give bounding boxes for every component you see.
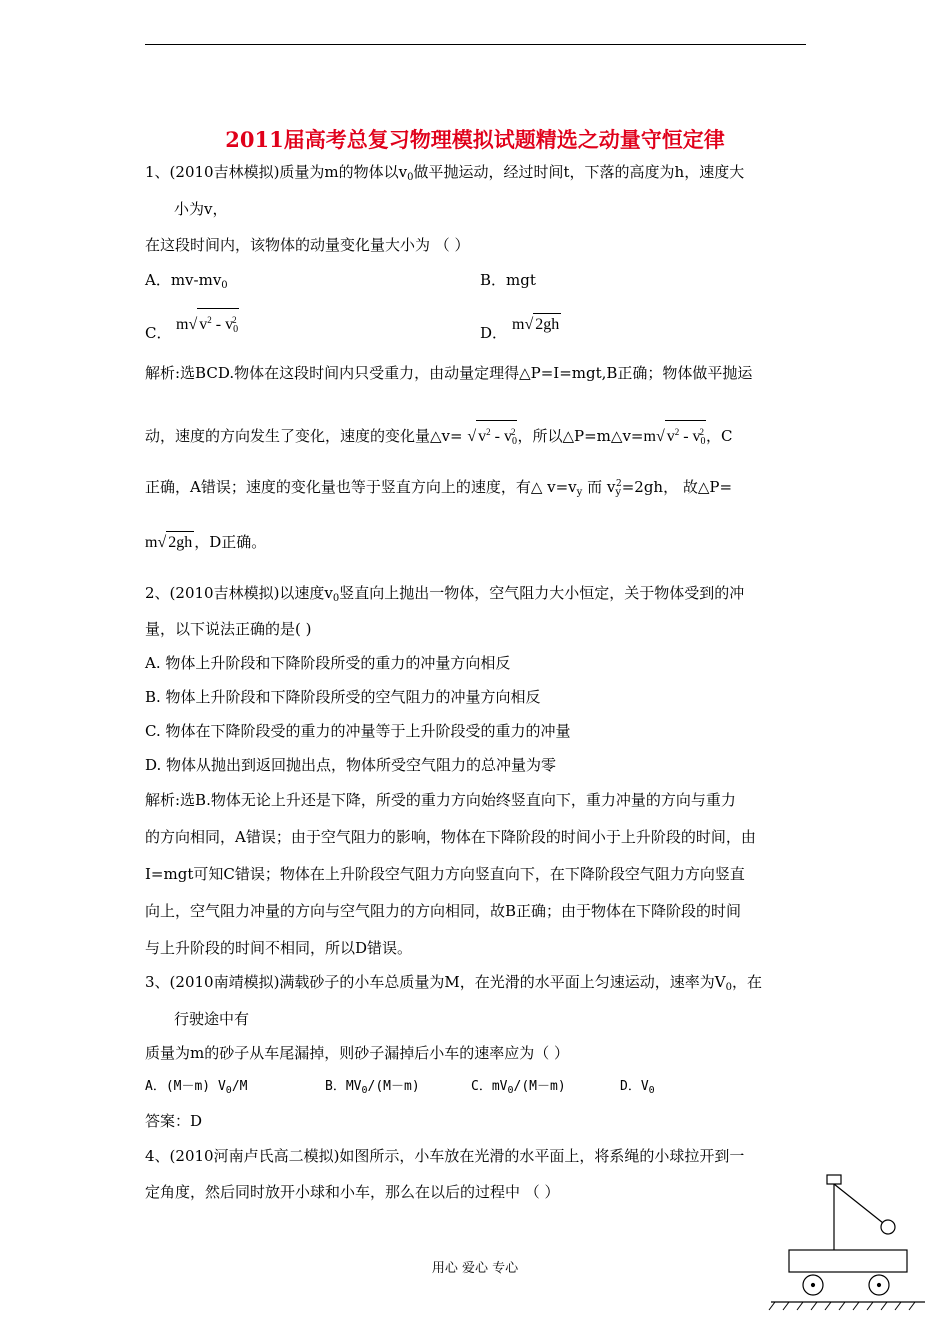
q1-option-c: C． <box>145 324 172 342</box>
q2-option-a: A. 物体上升阶段和下降阶段所受的重力的冲量方向相反 <box>145 654 511 672</box>
q3-option-c: C．$mV_0/(M-m)$ <box>471 1079 566 1096</box>
q3-stem-line3: 质量为m的砂子从车尾漏掉，则砂子漏掉后小车的速率应为（ ） <box>145 1044 569 1062</box>
q1-stem-line3: 在这段时间内，该物体的动量变化量大小为 （ ） <box>145 236 470 254</box>
q1-analysis-line2: 动，速度的方向发生了变化，速度的变化量△v= √ $v^2 - v_0^2$ ，所以△P=m△v=m√ $v^2 - v_0^2$ ，C <box>145 420 733 453</box>
pendulum-top-block-ext <box>827 1175 841 1184</box>
q2-analysis-line3: I=mgt可知C错误；物体在上升阶段空气阻力方向竖直向下，在下降阶段空气阻力方向竖直 <box>145 865 745 883</box>
q1-option-b: B．mgt <box>480 271 536 289</box>
q3-answer: 答案：D <box>145 1112 203 1130</box>
q1-analysis-line4: m√ 2gh ，D正确。 <box>145 531 266 554</box>
q2-analysis-line4: 向上，空气阻力冲量的方向与空气阻力的方向相同，故B正确；由于物体在下降阶段的时间 <box>145 902 742 920</box>
q1-analysis-line3: 正确，A错误；速度的变化量也等于竖直方向上的速度，有△ $v=v_y$ 而 $v_y^2=2gh$， 故△P= <box>145 478 733 498</box>
q4-stem-line1: 4、(2010河南卢氏高二模拟)如图所示，小车放在光滑的水平面上，将系绳的小球拉开到一 <box>145 1147 745 1165</box>
cart-pendulum-diagram-extended <box>765 1168 950 1318</box>
q1-analysis-line1: 解析:选BCD.物体在这段时间内只受重力，由动量定理得△P=I=mgt,B正确；物体做平抛运 <box>145 364 753 382</box>
q1-option-d: D． <box>480 324 508 342</box>
q2-analysis-line5: 与上升阶段的时间不相同，所以D错误。 <box>145 939 413 957</box>
q3-option-b: B．$MV_0/(M-m)$ <box>325 1079 420 1096</box>
q1-stem-line1: 1、(2010吉林模拟)质量为m的物体以$v_0$做平抛运动，经过时间t，下落的高度为h，速度大 <box>145 163 745 183</box>
q3-option-a: A．(M－m) $V_0/M$ <box>145 1079 248 1096</box>
q1-option-d-formula: m√ 2gh <box>512 313 561 336</box>
page-title: 2011届高考总复习物理模拟试题精选之动量守恒定律 <box>225 127 725 152</box>
q2-stem-line1: 2、(2010吉林模拟)以速度$v_0$竖直向上抛出一物体，空气阻力大小恒定，关于物体受到的冲 <box>145 584 745 604</box>
q2-option-c: C. 物体在下降阶段受的重力的冲量等于上升阶段受的重力的冲量 <box>145 722 571 740</box>
page-footer: 用心 爱心 专心 <box>431 1261 519 1276</box>
q1-option-c-formula: m√ $v^2 - v_0^2$ <box>176 308 239 341</box>
q2-analysis-line1: 解析:选B.物体无论上升还是下降，所受的重力方向始终竖直向下，重力冲量的方向与重力 <box>145 791 736 809</box>
q2-option-b: B. 物体上升阶段和下降阶段所受的空气阻力的冲量方向相反 <box>145 688 541 706</box>
q3-option-d: D．$V_0$ <box>620 1079 655 1096</box>
q1-stem-line2: 小为v， <box>174 200 228 218</box>
q1-option-a: A．$mv-mv_0$ <box>145 271 228 291</box>
q2-analysis-line2: 的方向相同，A错误；由于空气阻力的影响，物体在下降阶段的时间小于上升阶段的时间，由 <box>145 828 756 846</box>
header-rule <box>145 44 806 45</box>
pendulum-ball <box>881 1220 895 1234</box>
ground-hatching <box>769 1302 915 1310</box>
q2-option-d: D. 物体从抛出到返回抛出点，物体所受空气阻力的总冲量为零 <box>145 756 557 774</box>
q2-stem-line2: 量，以下说法正确的是( ) <box>145 620 312 638</box>
q3-stem-line1: 3、(2010南靖模拟)满载砂子的小车总质量为M，在光滑的水平面上匀速运动，速率为$V_0$，在 <box>145 973 763 993</box>
q4-stem-line2: 定角度，然后同时放开小球和小车，那么在以后的过程中 （ ） <box>145 1183 560 1201</box>
q3-stem-line2: 行驶途中有 <box>174 1010 250 1028</box>
